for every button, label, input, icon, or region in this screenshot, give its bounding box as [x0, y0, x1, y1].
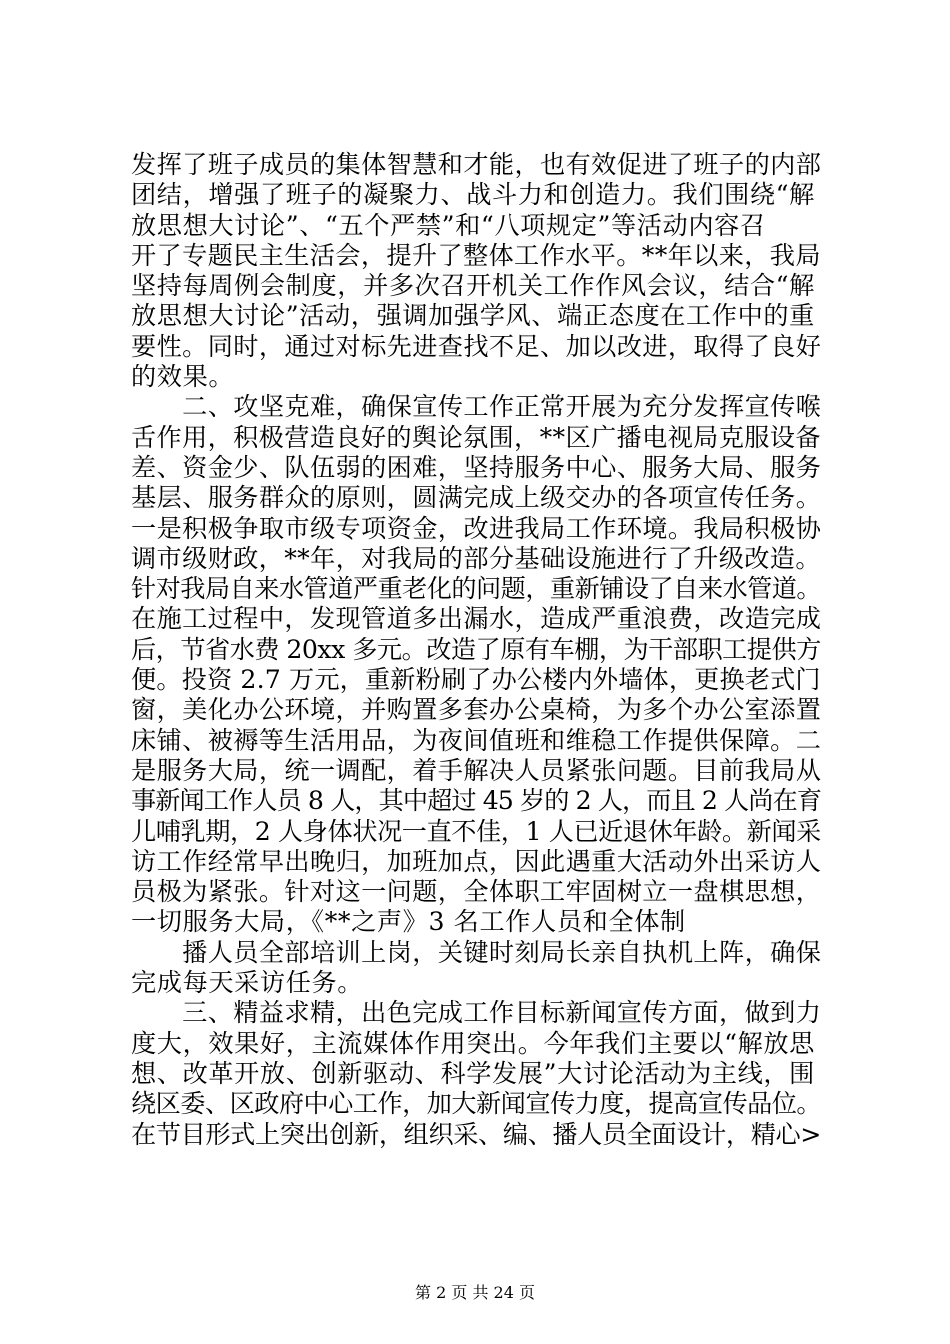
text-line: 便。投资 2.7 万元，重新粉刷了办公楼内外墙体，更换老式门 — [131, 665, 821, 695]
text-line: 放思想大讨论”活动，强调加强学风、端正态度在工作中的重 — [131, 301, 815, 331]
text-line: 团结，增强了班子的凝聚力、战斗力和创造力。我们围绕“解 — [131, 180, 815, 210]
text-line: 绕区委、区政府中心工作，加大新闻宣传力度，提高宣传品位。 — [131, 1089, 822, 1119]
text-line: 度大，效果好，主流媒体作用突出。今年我们主要以“解放思 — [131, 1028, 815, 1058]
text-line: 针对我局自来水管道严重老化的问题，重新铺设了自来水管道。 — [131, 574, 822, 604]
text-line: 员极为紧张。针对这一问题，全体职工牢固树立一盘棋思想， — [131, 877, 822, 907]
text-line: 的效果。 — [131, 362, 235, 392]
text-line: 播人员全部培训上岗，关键时刻局长亲自执机上阵，确保 — [131, 937, 822, 967]
text-line: 窗，美化办公环境，并购置多套办公桌椅，为多个办公室添置 — [131, 695, 822, 725]
text-line: 在节目形式上突出创新，组织采、编、播人员全面设计，精心> — [131, 1119, 821, 1149]
text-line: 放思想大讨论”、“五个严禁”和“八项规定”等活动内容召 — [131, 210, 766, 240]
text-line: 完成每天采访任务。 — [131, 968, 364, 998]
text-line: 一是积极争取市级专项资金，改进我局工作环境。我局积极协 — [131, 513, 822, 543]
body-text — [131, 150, 821, 1150]
text-line: 事新闻工作人员 8 人，其中超过 45 岁的 2 人，而且 2 人尚在育 — [131, 786, 822, 816]
page-footer: 第 2 页 共 24 页 — [415, 1283, 535, 1302]
text-line: 访工作经常早出晚归，加班加点，因此遇重大活动外出采访人 — [131, 846, 822, 876]
text-line: 想、改革开放、创新驱动、科学发展”大讨论活动为主线，围 — [131, 1058, 815, 1088]
text-line: 基层、服务群众的原则，圆满完成上级交办的各项宣传任务。 — [131, 483, 822, 513]
text-line: 后，节省水费 20xx 多元。改造了原有车棚，为干部职工提供方 — [131, 634, 821, 664]
text-line: 儿哺乳期，2 人身体状况一直不佳，1 人已近退休年龄。新闻采 — [131, 816, 821, 846]
text-line: 三、精益求精，出色完成工作目标新闻宣传方面，做到力 — [131, 998, 822, 1028]
text-line: 发挥了班子成员的集体智慧和才能，也有效促进了班子的内部 — [131, 150, 822, 179]
text-line: 在施工过程中，发现管道多出漏水，造成严重浪费，改造完成 — [131, 604, 822, 634]
text-line: 床铺、被褥等生活用品，为夜间值班和维稳工作提供保障。二 — [131, 725, 822, 755]
text-line: 是服务大局，统一调配，着手解决人员紧张问题。目前我局从 — [131, 755, 822, 785]
text-line: 二、攻坚克难，确保宣传工作正常开展为充分发挥宣传喉 — [131, 392, 822, 422]
text-line: 开了专题民主生活会，提升了整体工作水平。**年以来，我局 — [131, 240, 821, 270]
text-line: 调市级财政，**年，对我局的部分基础设施进行了升级改造。 — [131, 543, 821, 573]
text-line: 舌作用，积极营造良好的舆论氛围，**区广播电视局克服设备 — [131, 422, 821, 452]
text-line: 要性。同时，通过对标先进查找不足、加以改进，取得了良好 — [131, 331, 822, 361]
text-line: 差、资金少、队伍弱的困难，坚持服务中心、服务大局、服务 — [131, 452, 822, 482]
text-line: 坚持每周例会制度，并多次召开机关工作作风会议，结合“解 — [131, 271, 815, 301]
text-line: 一切服务大局，《**之声》3 名工作人员和全体制 — [131, 907, 686, 937]
